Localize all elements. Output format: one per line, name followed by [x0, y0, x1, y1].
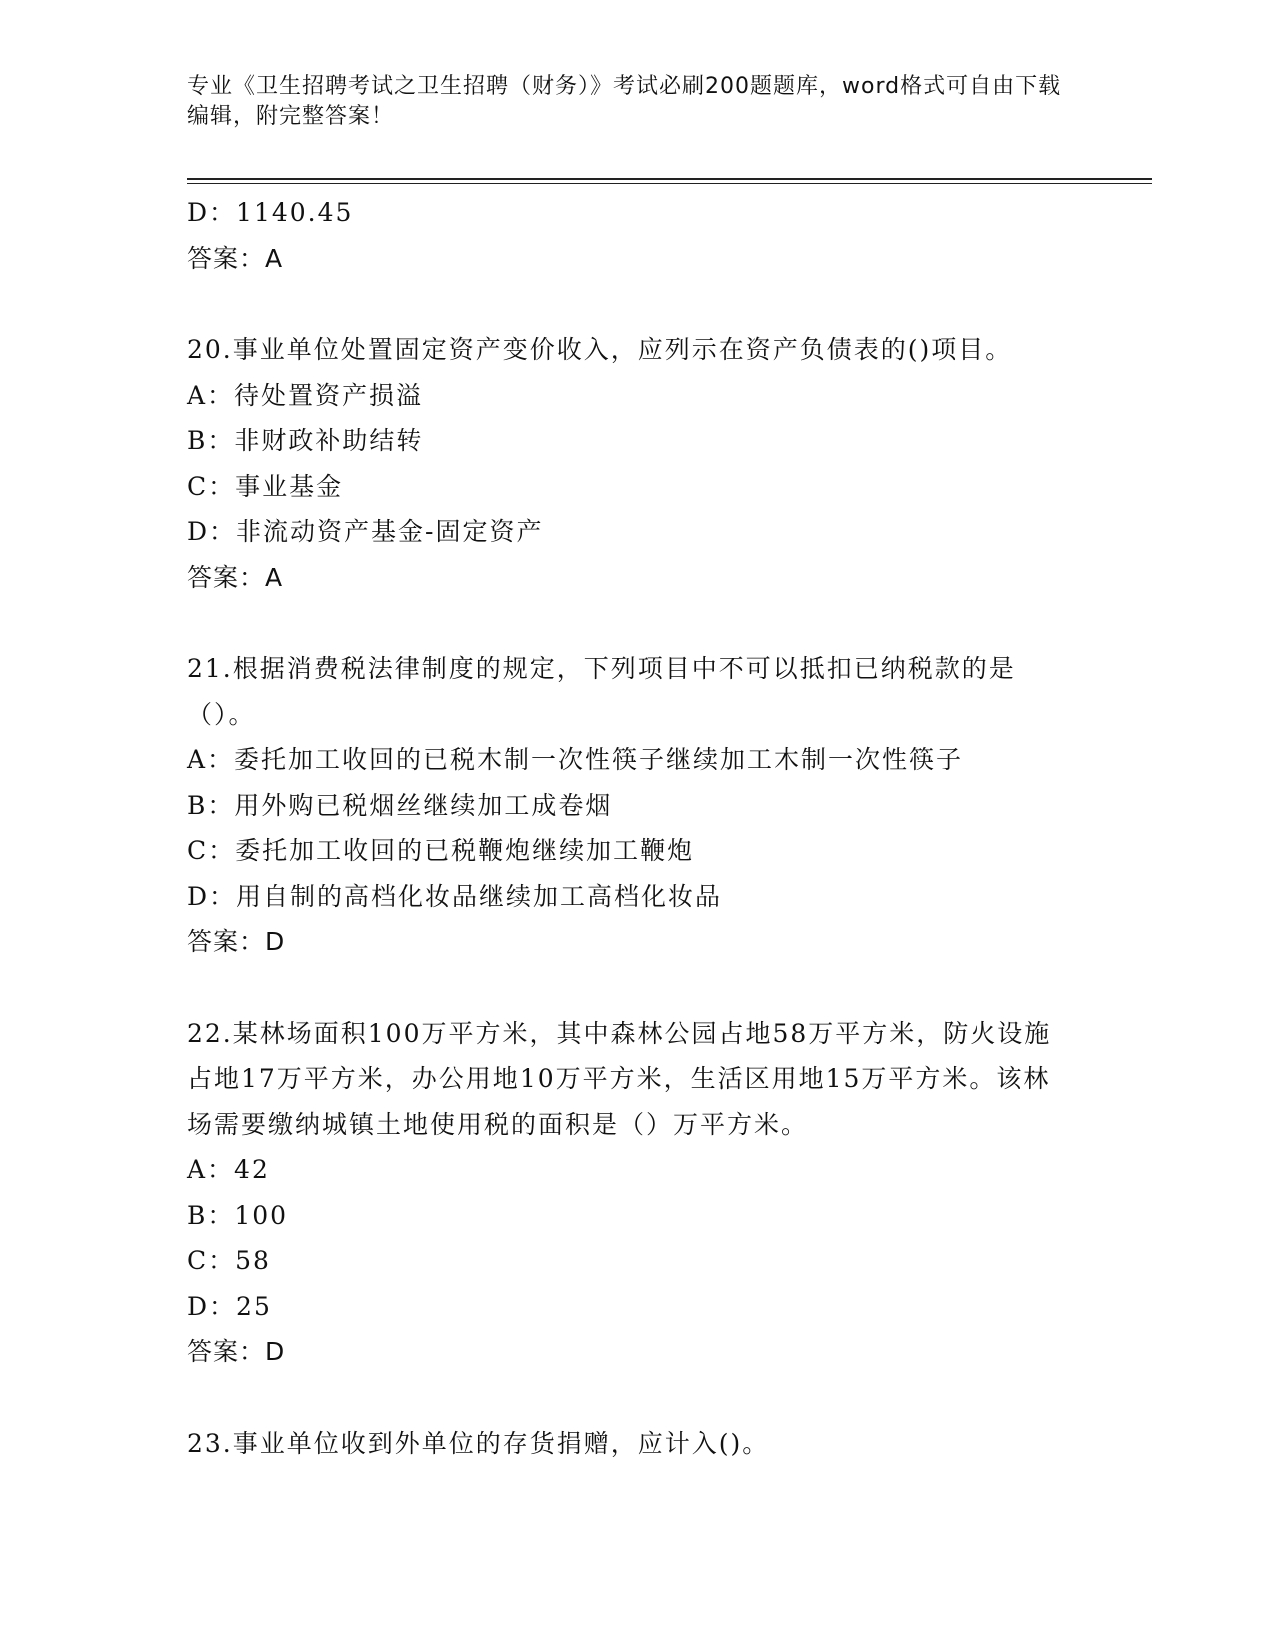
option-c: C：58 [187, 1246, 271, 1275]
option-b: B：用外购已税烟丝继续加工成卷烟 [187, 790, 613, 820]
option-c: C：委托加工收回的已税鞭炮继续加工鞭炮 [187, 836, 695, 865]
option-a: A：待处置资产损溢 [187, 380, 424, 410]
question-text: 23.事业单位收到外单位的存货捐赠，应计入()。 [187, 1428, 770, 1458]
option-b: B：100 [187, 1200, 289, 1230]
option-d: D：非流动资产基金-固定资产 [187, 517, 544, 546]
header-divider [187, 178, 1152, 180]
header-divider-thin [187, 183, 1152, 184]
question-21 [187, 646, 1087, 965]
option-a: A：委托加工收回的已税木制一次性筷子继续加工木制一次性筷子 [187, 745, 964, 774]
answer: 答案：D [187, 927, 286, 956]
question-19-tail [187, 190, 1087, 281]
answer: 答案：D [187, 1337, 286, 1366]
question-23 [187, 1421, 1087, 1467]
question-text: 20.事业单位处置固定资产变价收入，应列示在资产负债表的()项目。 [187, 335, 1013, 364]
option-d: D：25 [187, 1291, 272, 1321]
answer: 答案：A [187, 243, 284, 273]
option-a: A：42 [187, 1155, 270, 1184]
question-list [187, 190, 1087, 1466]
question-22 [187, 1011, 1087, 1375]
option-c: C：事业基金 [187, 471, 344, 501]
question-text: 21.根据消费税法律制度的规定，下列项目中不可以抵扣已纳税款的是（）。 [187, 654, 1016, 729]
document-header: 专业《卫生招聘考试之卫生招聘（财务）》考试必刷200题题库，word格式可自由下载编辑，附完整答案！ [187, 74, 1062, 129]
option-b: B：非财政补助结转 [187, 426, 424, 455]
option-d: D：1140.45 [187, 198, 354, 227]
answer: 答案：A [187, 562, 284, 592]
question-text: 22.某林场面积100万平方米，其中森林公园占地58万平方米，防火设施占地17万平方米，办公用地10万平方米，生活区用地15万平方米。该林场需要缴纳城镇土地使用税的面积是（）万平方米。 [187, 1018, 1052, 1139]
question-20 [187, 327, 1087, 600]
option-d: D：用自制的高档化妆品继续加工高档化妆品 [187, 881, 723, 911]
